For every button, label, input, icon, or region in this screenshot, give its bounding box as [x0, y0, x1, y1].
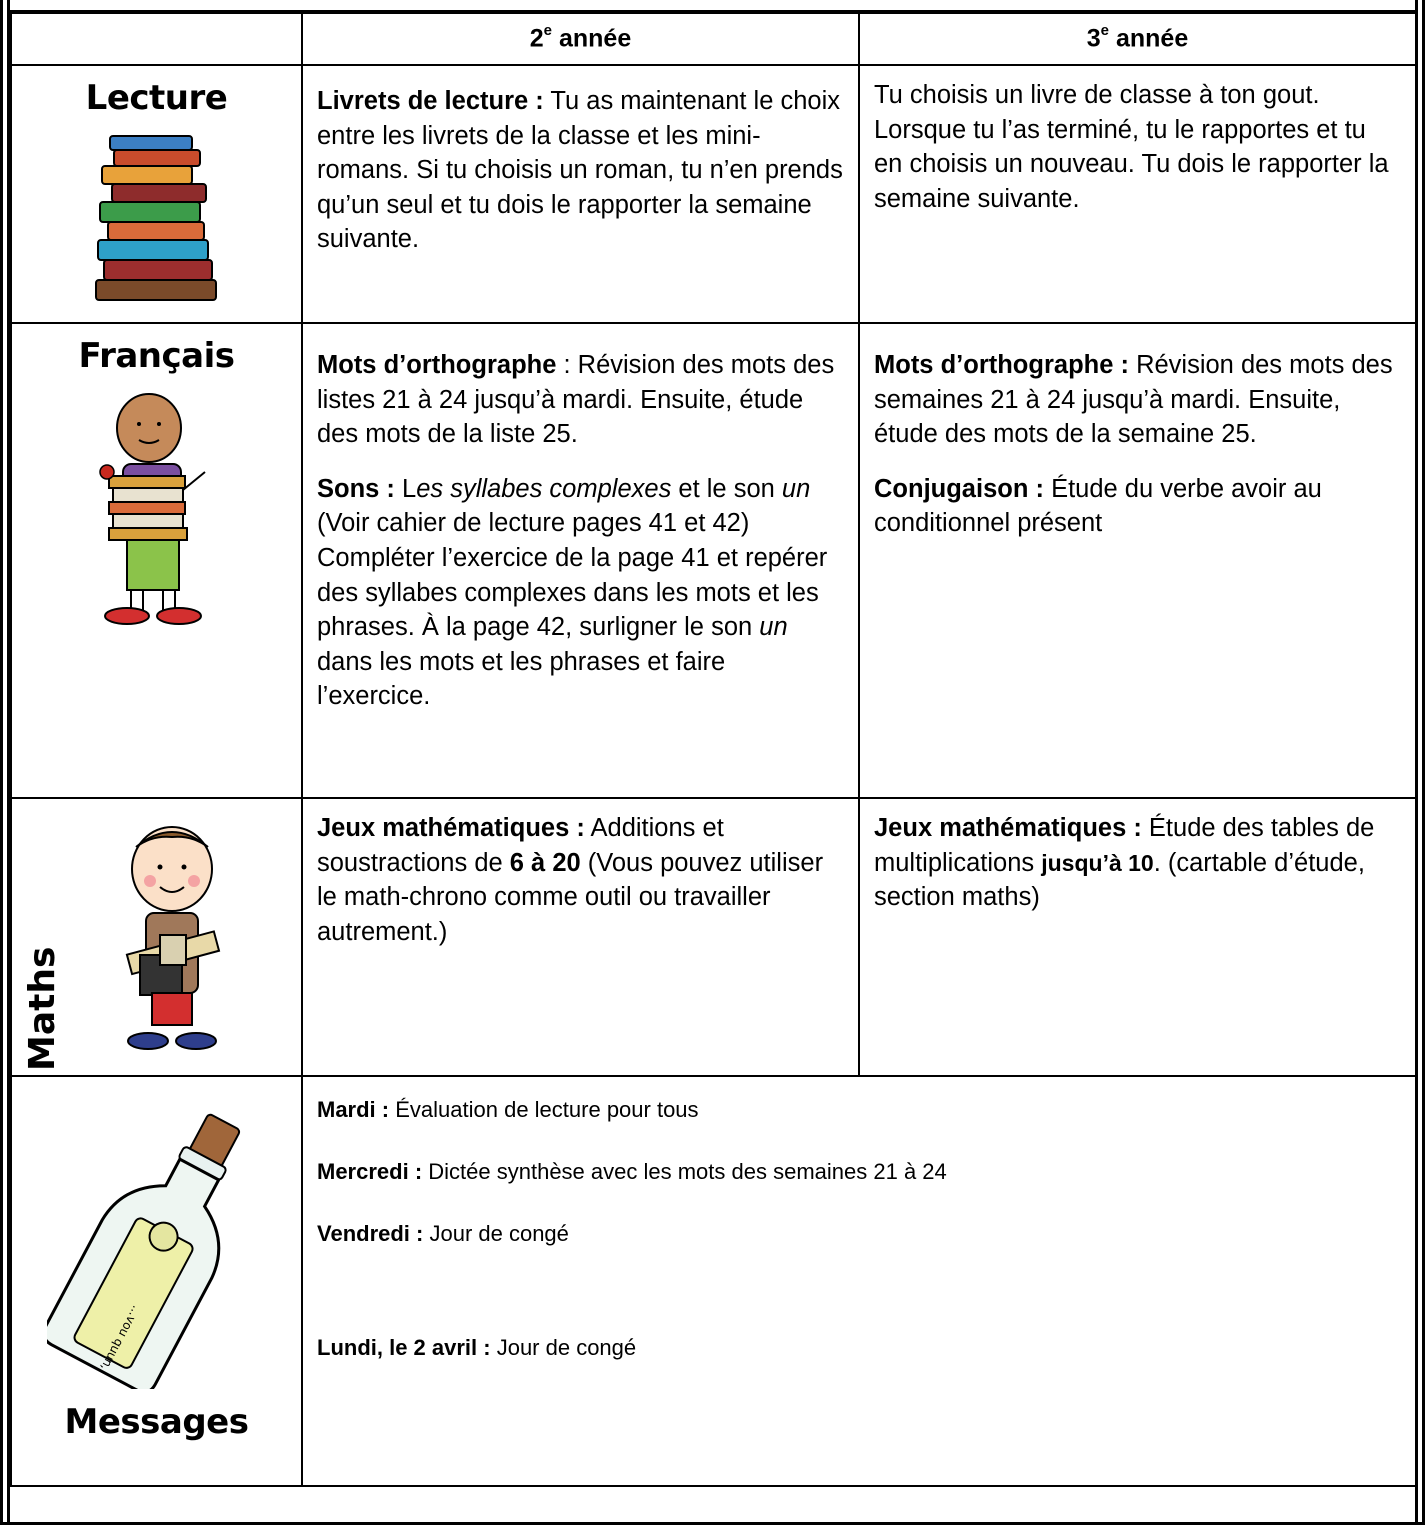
francais-2e-mots-text: : Révision des mots des listes 21 à 24 jusqu’à mardi. Ensuite, étude des mots de la liste 25. [317, 351, 835, 449]
francais-2e-sons-label: Sons : [317, 474, 395, 503]
maths-3e-label: Jeux mathématiques : [874, 814, 1142, 842]
maths-subject-cell [11, 798, 302, 1076]
lecture-row [11, 65, 1416, 323]
header-row [11, 12, 1416, 65]
francais-2e-sons-un: un [781, 474, 811, 503]
message-bottle-icon [47, 1099, 267, 1389]
maths-2e-label: Jeux mathématiques : [317, 814, 585, 842]
message-label-mardi: Mardi : [317, 1097, 390, 1122]
lecture-title: Lecture [85, 78, 228, 118]
lecture-2e-cell [302, 65, 859, 323]
lecture-2e-text: Tu as maintenant le choix entre les livrets de la classe et les mini-romans. Si tu choisis un roman, tu n’en prends qu’un seul et tu dois le rapporter la semaine suivante. [317, 87, 843, 254]
francais-2e-sons-rest: (Voir cahier de lecture pages 41 et 42) Compléter l’exercice de la page 41 et repérer des syllabes complexes dans les mots et les phrases. À la page 42, surligner le son [317, 509, 828, 642]
francais-row [11, 323, 1416, 798]
message-text-vendredi: Jour de congé [423, 1221, 569, 1246]
maths-title: Maths [22, 946, 63, 1071]
bottle-text: ...vou quun, [97, 1303, 144, 1374]
lecture-3e-text: Tu choisis un livre de classe à ton gout. Lorsque tu l’as terminé, tu le rapportes et tu en choisis un nouveau. Tu dois le rapporter la semaine suivante. [874, 81, 1389, 213]
messages-content-cell [302, 1076, 1416, 1486]
message-item-vendredi [317, 1219, 1401, 1249]
header-2-word: année [558, 24, 632, 53]
francais-3e-cell [859, 323, 1416, 798]
header-3e-annee [859, 12, 1416, 65]
message-label-lundi: Lundi, le 2 avril : [317, 1335, 491, 1360]
maths-3e-text-b: . (cartable d’étude, section maths) [874, 848, 1365, 912]
boy-with-books-icon [87, 380, 227, 630]
francais-subject-cell [11, 323, 302, 798]
header-2-num: 2 [529, 24, 544, 53]
francais-2e-cell [302, 323, 859, 798]
francais-title: Français [78, 336, 235, 376]
message-item-lundi [317, 1333, 1401, 1363]
maths-2e-text-a: Additions et soustractions de [317, 814, 724, 877]
francais-2e-sons-mid: et le son [671, 474, 782, 503]
maths-2e-text-b: (Vous pouvez utiliser le math-chrono comme outil ou travailler autrement.) [317, 848, 824, 946]
francais-2e-sons-un2: un [759, 613, 788, 642]
lecture-3e-cell [859, 65, 1416, 323]
books-stack-icon [92, 126, 222, 306]
header-3-word: année [1115, 24, 1189, 53]
francais-3e-conj-label: Conjugaison : [874, 474, 1044, 503]
header-empty-cell [11, 12, 302, 65]
message-label-vendredi: Vendredi : [317, 1221, 424, 1246]
header-3-num: 3 [1086, 24, 1101, 53]
homework-table [10, 10, 1417, 1487]
francais-3e-mots-label: Mots d’orthographe : [874, 351, 1129, 379]
header-3-sup: e [1100, 22, 1110, 40]
header-2e-annee [302, 12, 859, 65]
maths-3e-bold: jusqu’à 10 [1041, 849, 1154, 876]
maths-2e-cell [302, 798, 859, 1076]
message-text-mercredi: Dictée synthèse avec les mots des semaines 21 à 24 [422, 1159, 947, 1184]
messages-subject-cell [11, 1076, 302, 1486]
francais-2e-sons-end: dans les mots et les phrases et faire l’exercice. [317, 647, 726, 711]
messages-title: Messages [64, 1402, 249, 1442]
messages-row [11, 1076, 1416, 1486]
boy-with-calculator-icon [102, 813, 242, 1063]
francais-2e-sons-italic: es syllabes complexes [416, 474, 672, 503]
header-2-sup: e [543, 22, 553, 40]
maths-3e-text-a: Étude des tables de multiplications [874, 814, 1375, 877]
francais-2e-sons-l: L [394, 474, 417, 503]
francais-2e-mots-label: Mots d’orthographe [317, 351, 557, 379]
maths-row [11, 798, 1416, 1076]
message-text-lundi: Jour de congé [490, 1335, 637, 1360]
message-item-mercredi [317, 1157, 1401, 1187]
message-label-mercredi: Mercredi : [317, 1159, 423, 1184]
francais-3e-conj-text: Étude du verbe avoir au conditionnel présent [874, 474, 1322, 538]
lecture-subject-cell [11, 65, 302, 323]
lecture-2e-label: Livrets de lecture : [317, 87, 544, 115]
maths-3e-cell [859, 798, 1416, 1076]
francais-3e-mots-text: Révision des mots des semaines 21 à 24 jusqu’à mardi. Ensuite, étude des mots de la semaine 25. [874, 351, 1393, 449]
message-text-mardi: Évaluation de lecture pour tous [389, 1097, 699, 1122]
maths-2e-bold: 6 à 20 [509, 848, 581, 877]
message-item-mardi [317, 1095, 1401, 1125]
